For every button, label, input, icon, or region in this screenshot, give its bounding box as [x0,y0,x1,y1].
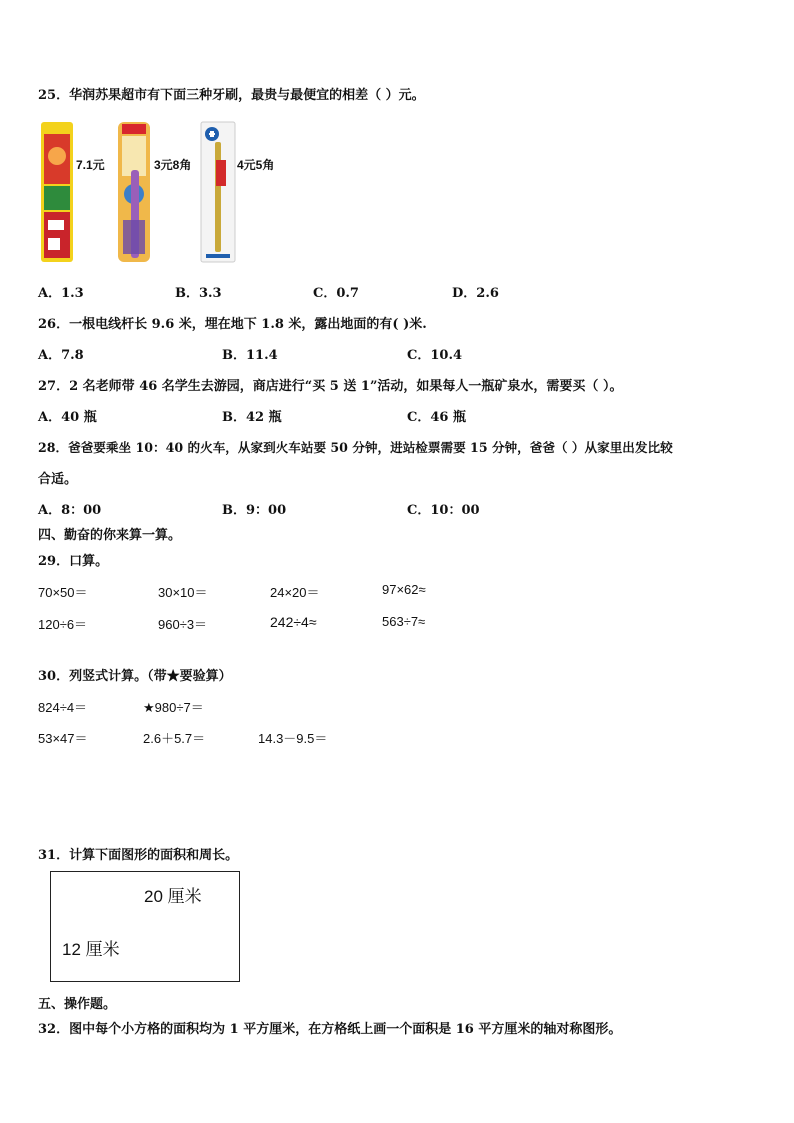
rectangle-width-label: 12 厘米 [62,940,120,959]
vertical-calc-5: 14.3－9.5＝ [258,731,328,746]
q25-option-b: B．3.3 [175,286,222,301]
vertical-calc-4: 2.6＋5.7＝ [143,731,206,746]
q28-option-c: C．10：00 [407,503,480,518]
q26-option-a: A．7.8 [38,348,84,363]
vertical-calc-2: ★980÷7＝ [143,700,204,715]
question-25-text: 25．华润苏果超市有下面三种牙刷，最贵与最便宜的相差（ ）元。 [38,88,425,103]
question-28-line1: 28．爸爸要乘坐 10：40 的火车，从家到火车站要 50 分钟，进站检票需要 15 分钟，爸爸（ ）从家里出发比较 [38,440,673,455]
q26-option-b: B．11.4 [222,348,278,363]
q27-option-a: A．40 瓶 [38,410,97,425]
section-4-heading: 四、勤奋的你来算一算。 [38,528,182,543]
vertical-calc-1: 824÷4＝ [38,700,88,715]
toothbrush-images [38,120,278,265]
rectangle-length-label: 20 厘米 [144,887,202,906]
toothbrush-1-image [38,120,76,265]
oral-calc-1: 70×50＝ [38,585,88,600]
oral-calc-7: 242÷4≈ [270,614,317,630]
oral-calc-5: 120÷6＝ [38,617,88,632]
question-32-text: 32．图中每个小方格的面积均为 1 平方厘米，在方格纸上画一个面积是 16 平方厘米的轴对称图形。 [38,1022,622,1037]
q25-option-a: A．1.3 [38,286,84,301]
toothbrush-3-image [198,120,238,265]
q28-option-b: B．9：00 [222,503,287,518]
oral-calc-6: 960÷3＝ [158,617,208,632]
oral-calc-2: 30×10＝ [158,585,208,600]
price-label-2: 3元8角 [154,158,192,172]
question-28-line2: 合适。 [38,472,78,487]
question-26-text: 26．一根电线杆长 9.6 米，埋在地下 1.8 米，露出地面的有( )米. [38,317,427,332]
price-label-1: 7.1元 [76,158,105,172]
toothbrush-2-image [115,120,153,265]
oral-calc-8: 563÷7≈ [382,614,426,629]
q25-option-d: D．2.6 [452,286,499,301]
question-31-title: 31．计算下面图形的面积和周长。 [38,848,239,863]
oral-calc-3: 24×20＝ [270,585,320,600]
q27-option-c: C．46 瓶 [407,410,466,425]
q28-option-a: A．8：00 [38,503,102,518]
q26-option-c: C．10.4 [407,348,463,363]
oral-calc-4: 97×62≈ [382,582,426,597]
q25-option-c: C．0.7 [313,286,359,301]
section-5-heading: 五、操作题。 [38,997,117,1012]
price-label-3: 4元5角 [237,158,275,172]
question-29-title: 29．口算。 [38,554,109,569]
question-30-title: 30．列竖式计算。（带★要验算） [38,669,232,684]
q27-option-b: B．42 瓶 [222,410,282,425]
vertical-calc-3: 53×47＝ [38,731,88,746]
question-27-text: 27．2 名老师带 46 名学生去游园，商店进行“买 5 送 1”活动，如果每人一瓶矿泉水，需要买（ ）。 [38,379,623,394]
